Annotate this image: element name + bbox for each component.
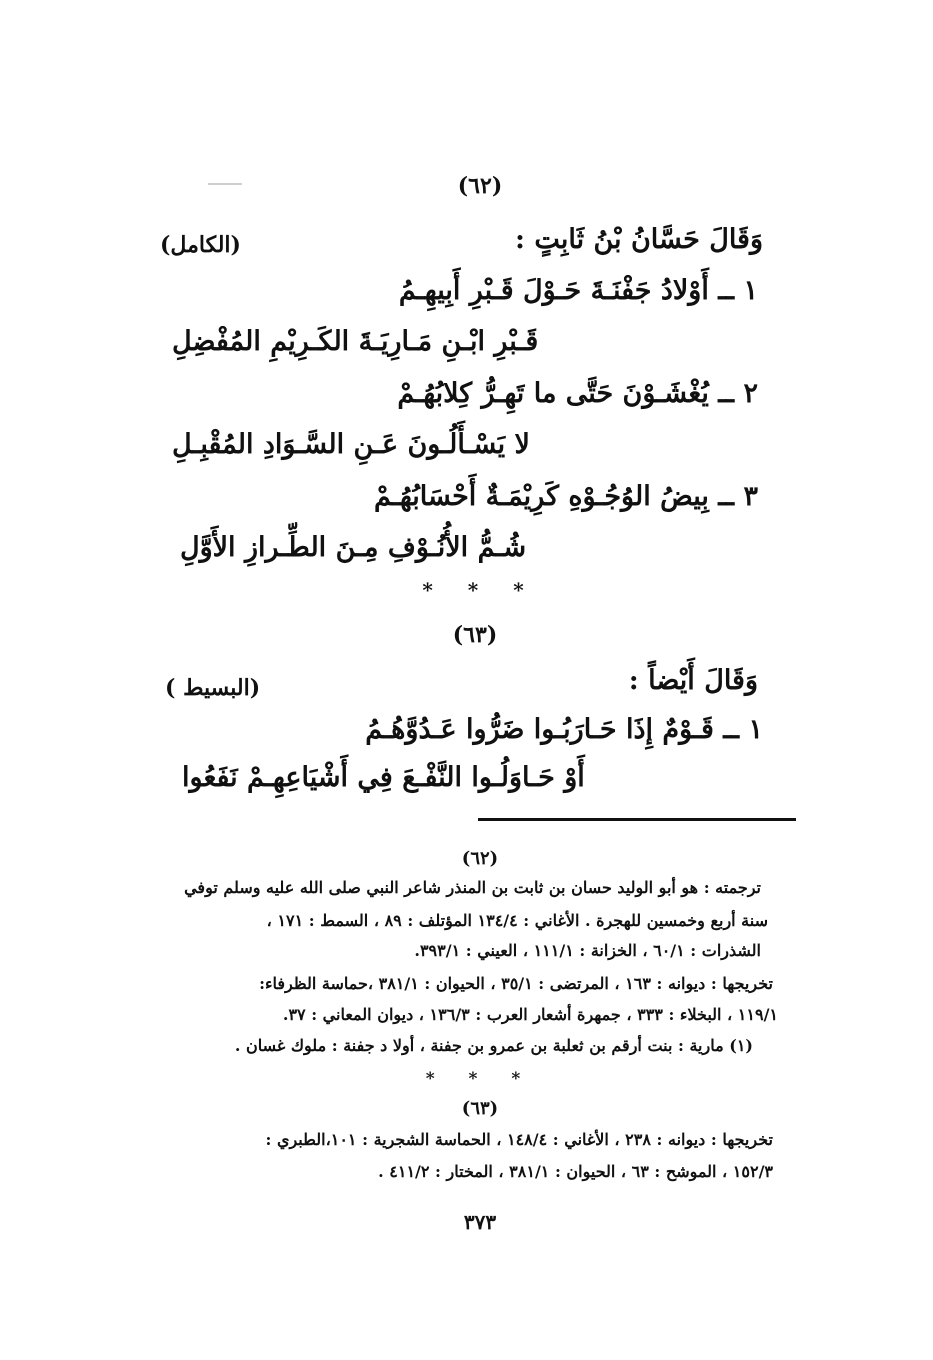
footnote-62-line-3: الشذرات : ٦٠/١ ، الخزانة : ١١١/١ ، العيني : ٣٩٣/١. (414, 941, 761, 960)
poem-63-verse-1b: أَوْ حَـاوَلُـوا النَّفْـعَ فِي أَشْيَاعِهِـمْ نَفَعُوا (182, 762, 585, 793)
poem-62-verse-1a: ١ ــ أَوْلادُ جَفْنَـةَ حَـوْلَ قَـبْرِ أَبِيهِـمُ (398, 275, 758, 306)
poem-62-verse-2b: لا يَسْـأَلُـونَ عَـنِ السَّـوَادِ المُقْبِـلِ (172, 429, 530, 460)
footnote-number-63: (٦٣) (461, 1098, 499, 1119)
poem-63-meter: ( البسيط) (165, 675, 261, 701)
poem-number-63: (٦٣) (452, 622, 498, 648)
footnote-63-line-1: تخريجها : ديوانه : ٢٣٨ ، الأغاني : ١٤٨/٤ ، الحماسة الشجرية : ١٠١،الطبري : (265, 1130, 773, 1149)
footnote-62-line-1: ترجمته : هو أبو الوليد حسان بن ثابت بن المنذر شاعر النبي صلى الله عليه وسلم توفي (184, 878, 761, 897)
poem-62-verse-2a: ٢ ــ يُغْشَـوْنَ حَتَّى ما تَهِـرُّ كِلابُهُـمْ (397, 378, 758, 409)
poem-63-verse-1a: ١ ــ قَـوْمٌ إِذَا حَـارَبُـوا ضَرُّوا عَـدُوَّهُـمُ (365, 714, 763, 745)
section-separator: * * * (422, 578, 538, 602)
footnote-62-line-2: سنة أربع وخمسين للهجرة . الأغاني : ١٣٤/٤ المؤتلف : ٨٩ ، السمط : ١٧١ ، (266, 911, 768, 930)
poem-62-meter: (الكامل) (160, 232, 241, 258)
scan-smudge (208, 183, 242, 185)
poem-63-intro: وَقَالَ أَيْضاً : (628, 665, 758, 696)
poem-62-verse-3a: ٣ ــ بِيضُ الوُجُـوْهِ كَرِيْمَـةٌ أَحْسَابُهُـمْ (373, 481, 758, 512)
poem-62-verse-1b: قَـبْرِ ابْـنِ مَـارِيَـةَ الكَـرِيْمِ المُفْضِلِ (172, 326, 539, 357)
footnote-62-line-5: ١١٩/١ ، البخلاء : ٣٣٣ ، جمهرة أشعار العرب : ١٣٦/٣ ، ديوان المعاني : ٣٧. (282, 1005, 778, 1024)
footnote-62-line-6: (١) مارية : بنت أرقم بن ثعلبة بن عمرو بن جفنة ، أولا د جفنة : ملوك غسان . (234, 1036, 753, 1055)
page-number: ٣٧٣ (463, 1210, 497, 1234)
poem-62-intro: وَقَالَ حَسَّانُ بْنُ ثَابِتٍ : (514, 224, 763, 255)
poem-62-verse-3b: شُـمُّ الأُنُـوْفِ مِـنَ الطِّـرازِ الأَوَّلِ (180, 532, 527, 563)
footnote-63-line-2: ١٥٢/٣ ، الموشح : ٦٣ ، الحيوان : ٣٨١/١ ، المختار : ٤١١/٢ . (378, 1162, 773, 1181)
footnote-separator: * * * (425, 1069, 535, 1089)
footnote-number-62: (٦٢) (461, 848, 499, 869)
footnote-rule (478, 818, 796, 821)
footnote-62-line-4: تخريجها : ديوانه : ١٦٣ ، المرتضى : ٣٥/١ ، الحيوان : ٣٨١/١ ،حماسة الظرفاء: (259, 974, 773, 993)
poem-number-62: (٦٢) (457, 173, 503, 199)
